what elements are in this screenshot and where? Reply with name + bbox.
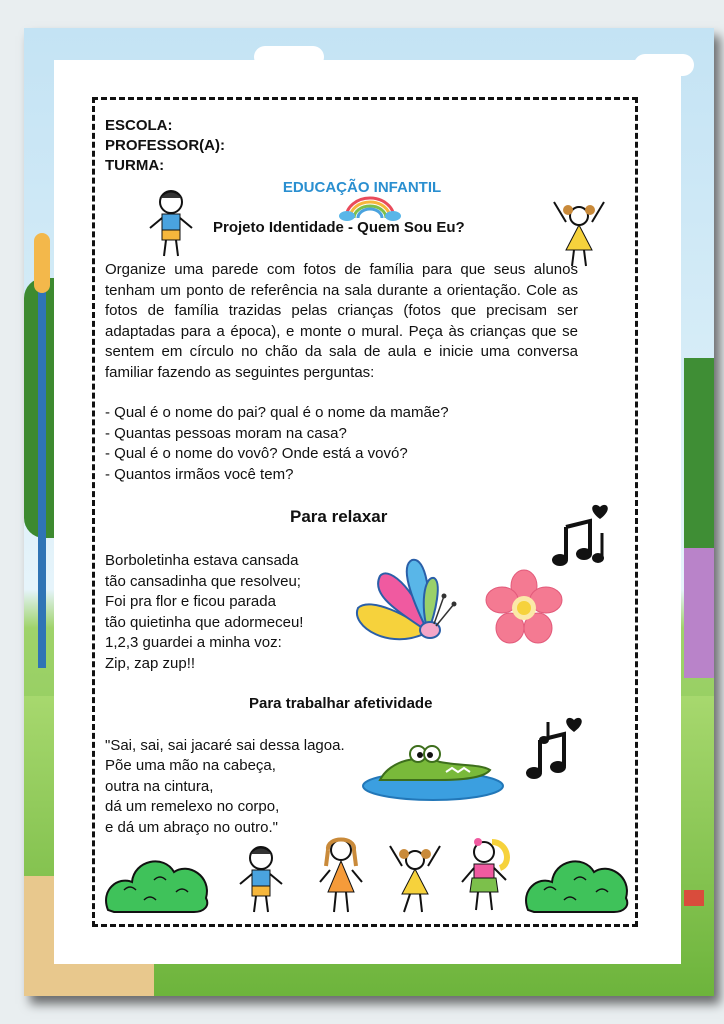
affection-title: Para trabalhar afetividade bbox=[249, 695, 433, 712]
music-notes-icon bbox=[550, 503, 616, 569]
question-item: - Quantos irmãos você tem? bbox=[105, 466, 294, 483]
girl-doodle-icon bbox=[552, 196, 606, 268]
poem-line: Zip, zap zup!! bbox=[105, 655, 196, 672]
school-label: ESCOLA: bbox=[105, 117, 173, 134]
poem-line: Põe uma mão na cabeça, bbox=[105, 757, 276, 774]
girl-doodle-icon bbox=[388, 840, 442, 916]
butterfly-icon bbox=[350, 556, 460, 660]
intro-line: fotos de família trazidas pelas crianças (fotos que precisam ser bbox=[105, 302, 578, 320]
intro-line: familiar fazendo as seguintes perguntas: bbox=[105, 363, 375, 381]
girl-doodle-icon bbox=[318, 834, 364, 916]
subject-title: EDUCAÇÃO INFANTIL bbox=[282, 179, 442, 196]
intro-line: sentem em círculo no chão da sala de aula e inicie uma conversa bbox=[105, 343, 578, 361]
crocodile-icon bbox=[360, 740, 506, 802]
poem-line: Foi pra flor e ficou parada bbox=[105, 593, 276, 610]
intro-line: tenham um ponto de referência na sala durante a orientação. Cole as bbox=[105, 281, 578, 299]
poem-line: "Sai, sai, sai jacaré sai dessa lagoa. bbox=[105, 737, 345, 754]
bush-icon bbox=[104, 850, 212, 914]
flower-icon bbox=[484, 568, 564, 648]
music-notes-icon bbox=[524, 716, 590, 782]
question-item: - Qual é o nome do vovô? Onde está a vovó? bbox=[105, 445, 408, 462]
teacher-label: PROFESSOR(A): bbox=[105, 137, 225, 154]
bush-icon bbox=[524, 850, 632, 914]
poem-line: tão quietinha que adormeceu! bbox=[105, 614, 304, 631]
boy-doodle-icon bbox=[236, 844, 286, 916]
question-item: - Quantas pessoas moram na casa? bbox=[105, 425, 347, 442]
project-title: Projeto Identidade - Quem Sou Eu? bbox=[213, 219, 465, 236]
question-item: - Qual é o nome do pai? qual é o nome da mamãe? bbox=[105, 404, 449, 421]
poem-line: e dá um abraço no outro." bbox=[105, 819, 278, 836]
girl-doodle-icon bbox=[458, 834, 514, 914]
poem-line: outra na cintura, bbox=[105, 778, 214, 795]
intro-paragraph bbox=[105, 260, 578, 384]
intro-line: Organize uma parede com fotos de família para que seus alunos bbox=[105, 261, 578, 278]
poem-line: Borboletinha estava cansada bbox=[105, 552, 299, 569]
relax-title: Para relaxar bbox=[290, 507, 388, 526]
class-label: TURMA: bbox=[105, 157, 165, 174]
poem-line: tão cansadinha que resolveu; bbox=[105, 573, 301, 590]
poem-line: dá um remelexo no corpo, bbox=[105, 798, 280, 815]
intro-line: adaptadas para a época), e monte o mural. Peça às crianças que se bbox=[105, 322, 578, 340]
boy-doodle-icon bbox=[146, 188, 196, 260]
poem-line: 1,2,3 guardei a minha voz: bbox=[105, 634, 282, 651]
